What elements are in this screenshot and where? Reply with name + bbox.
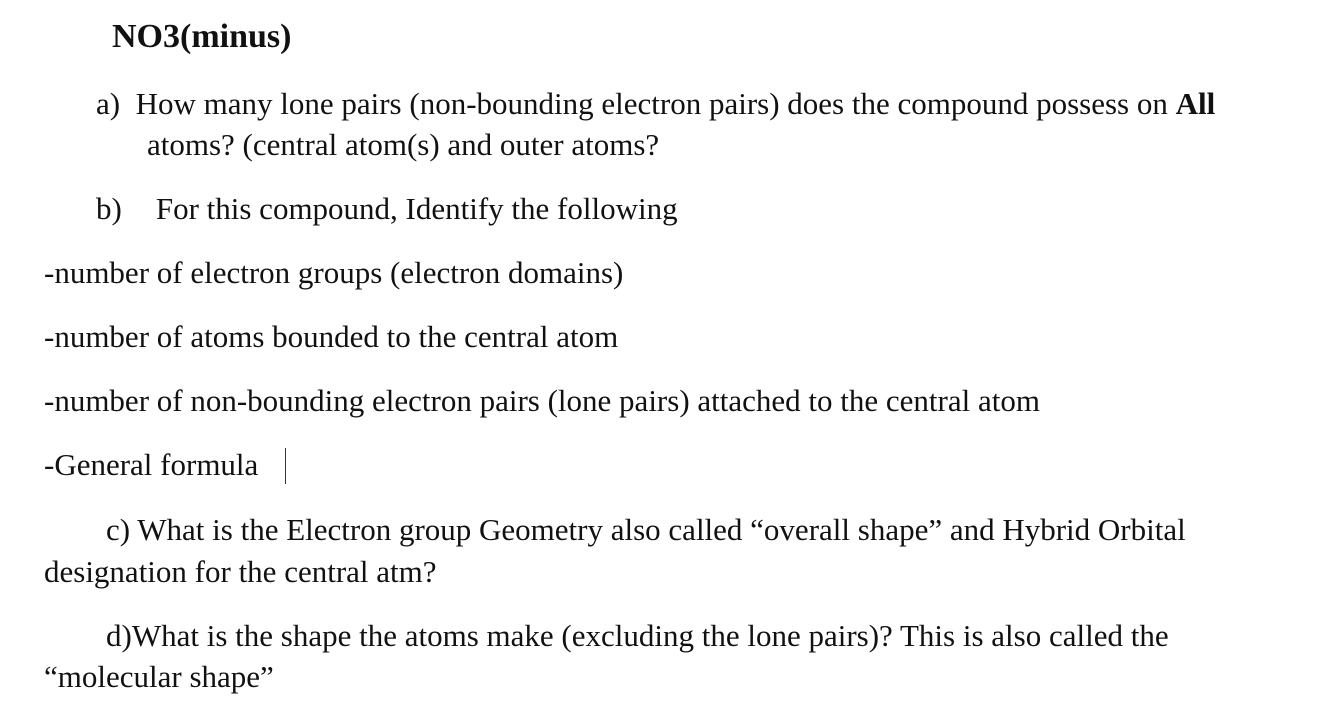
question-a-line-1 xyxy=(96,84,1215,124)
question-b-line xyxy=(96,189,678,229)
list-item-lone-pairs: -number of non-bounding electron pairs (lone pairs) attached to the central atom xyxy=(44,383,1040,418)
question-a-line-2: atoms? (central atom(s) and outer atoms? xyxy=(147,127,660,162)
page-title: NO3(minus) xyxy=(112,18,292,55)
list-item-general-formula: -General formula xyxy=(44,447,259,482)
question-b-text: For this compound, Identify the following xyxy=(155,191,678,226)
question-a-label: a) xyxy=(96,86,121,121)
question-c-line-2: designation for the central atm? xyxy=(44,554,437,589)
question-b-label: b) xyxy=(96,191,122,226)
list-item-atoms-bonded: -number of atoms bounded to the central atom xyxy=(44,319,619,354)
question-d-line-1: d)What is the shape the atoms make (excluding the lone pairs)? This is also called the xyxy=(106,618,1169,653)
list-item-electron-groups: -number of electron groups (electron domains) xyxy=(44,255,624,290)
text-cursor xyxy=(285,448,286,484)
question-d-line-2: “molecular shape” xyxy=(44,659,274,694)
question-a-bold-word: All xyxy=(1175,86,1216,121)
question-c-line-1: c) What is the Electron group Geometry also called “overall shape” and Hybrid Orbital xyxy=(106,512,1186,547)
question-a-text: How many lone pairs (non-bounding electron pairs) does the compound possess on xyxy=(135,86,1176,121)
